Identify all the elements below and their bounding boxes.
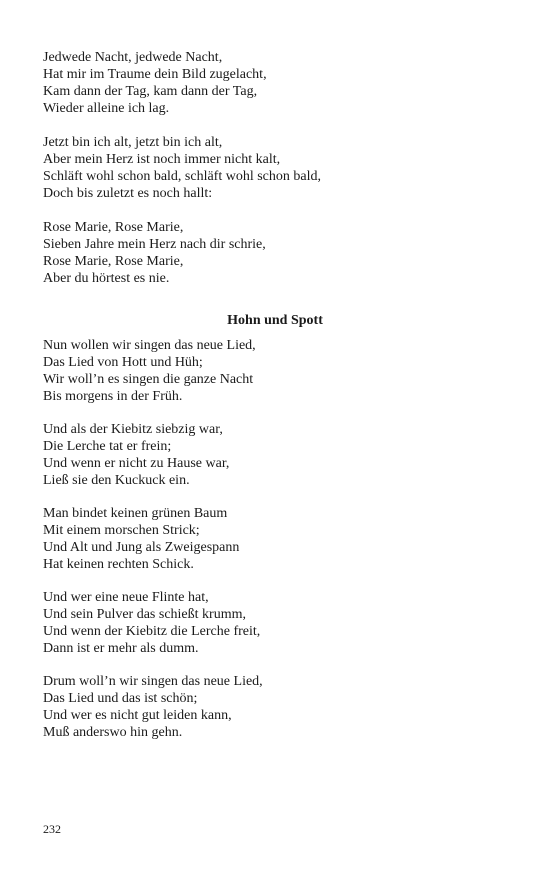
poem1-stanza-3 — [43, 219, 266, 287]
verse-line: Schläft wohl schon bald, schläft wohl schon bald, — [43, 169, 322, 184]
verse-line: Nun wollen wir singen das neue Lied, — [43, 338, 256, 353]
verse-line: Jetzt bin ich alt, jetzt bin ich alt, — [43, 135, 223, 150]
poem1-stanza-2 — [43, 134, 321, 202]
verse-line: Wieder alleine ich lag. — [43, 101, 170, 116]
verse-line: Drum woll’n wir singen das neue Lied, — [43, 674, 263, 689]
verse-line: Rose Marie, Rose Marie, — [43, 254, 184, 269]
verse-line: Sieben Jahre mein Herz nach dir schrie, — [43, 237, 266, 252]
poem2-stanza-3 — [43, 505, 239, 573]
verse-line: Rose Marie, Rose Marie, — [43, 220, 184, 235]
poem2-stanza-5 — [43, 673, 263, 741]
verse-line: Und sein Pulver das schießt krumm, — [43, 607, 246, 622]
verse-line: Mit einem morschen Strick; — [43, 523, 200, 538]
verse-line: Und wer es nicht gut leiden kann, — [43, 708, 232, 723]
verse-line: Man bindet keinen grünen Baum — [43, 506, 228, 521]
verse-line: Dann ist er mehr als dumm. — [43, 641, 199, 656]
verse-line: Das Lied von Hott und Hüh; — [43, 355, 203, 370]
verse-line: Aber du hörtest es nie. — [43, 271, 170, 286]
verse-line: Hat mir im Traume dein Bild zugelacht, — [43, 67, 267, 82]
poem2-stanza-2 — [43, 421, 229, 489]
verse-line: Aber mein Herz ist noch immer nicht kalt, — [43, 152, 281, 167]
poem1-stanza-1 — [43, 49, 267, 117]
verse-line: Und wenn er nicht zu Hause war, — [43, 456, 230, 471]
verse-line: Und wenn der Kiebitz die Lerche freit, — [43, 624, 261, 639]
verse-line: Doch bis zuletzt es noch hallt: — [43, 186, 213, 201]
poem2-stanza-1 — [43, 337, 256, 405]
verse-line: Muß anderswo hin gehn. — [43, 725, 183, 740]
poem2-stanza-4 — [43, 589, 260, 657]
verse-line: Und als der Kiebitz siebzig war, — [43, 422, 223, 437]
verse-line: Kam dann der Tag, kam dann der Tag, — [43, 84, 258, 99]
verse-line: Hat keinen rechten Schick. — [43, 557, 194, 572]
verse-line: Und wer eine neue Flinte hat, — [43, 590, 209, 605]
verse-line: Das Lied und das ist schön; — [43, 691, 198, 706]
verse-line: Die Lerche tat er frein; — [43, 439, 172, 454]
verse-line: Wir woll’n es singen die ganze Nacht — [43, 372, 254, 387]
verse-line: Jedwede Nacht, jedwede Nacht, — [43, 50, 223, 65]
verse-line: Und Alt und Jung als Zweigespann — [43, 540, 240, 555]
verse-line: Ließ sie den Kuckuck ein. — [43, 473, 190, 488]
verse-line: Bis morgens in der Früh. — [43, 389, 183, 404]
poem-title: Hohn und Spott — [227, 313, 323, 328]
page-number: 232 — [43, 822, 61, 836]
